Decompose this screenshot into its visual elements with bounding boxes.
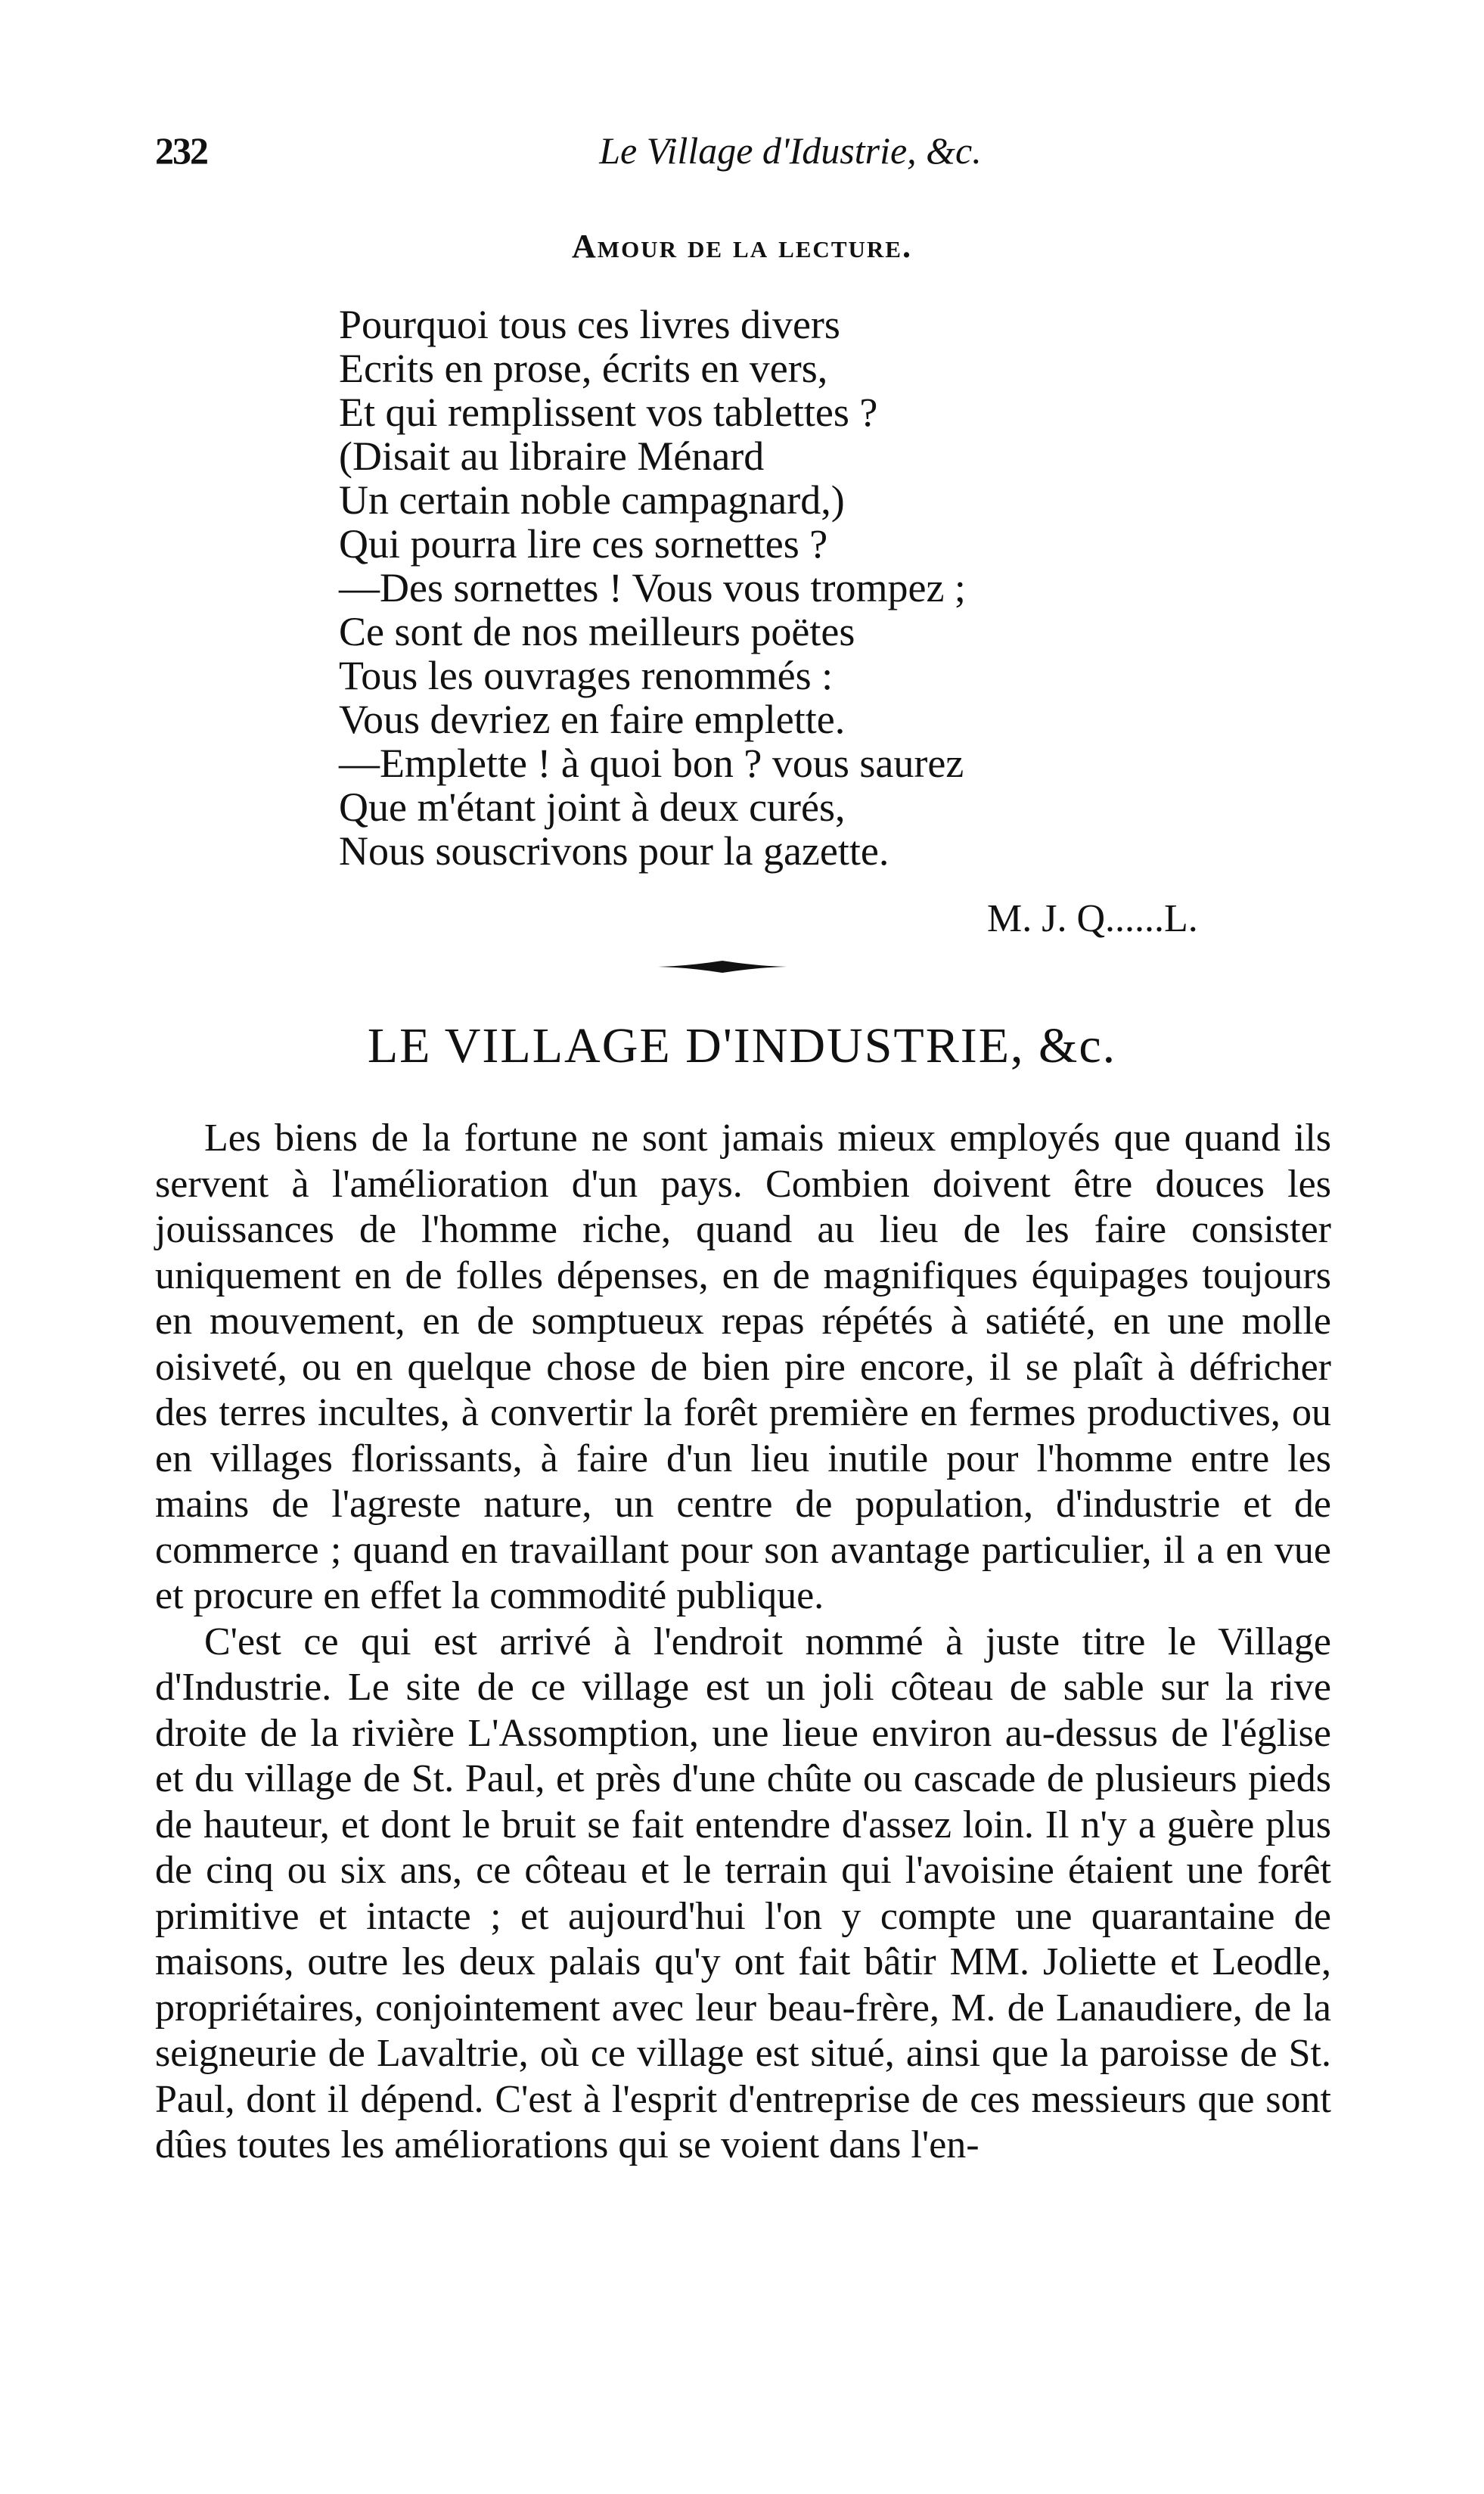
page-number: 232 [155, 129, 207, 172]
poem-line: —Des sornettes ! Vous vous trompez ; [339, 565, 966, 610]
page-header [155, 129, 1335, 182]
article-paragraph: C'est ce qui est arrivé à l'endroit nommé à juste titre le Village d'Industrie. Le site de ce village est un joli côteau de sable sur la rive droite de la rivière L'Assomption, une lieue environ au-dessus de l'église et du village de St. Paul, et près d'une chûte ou cascade de plusieurs pieds de hauteur, et dont le bruit se fait entendre d'assez loin. Il n'y a guère plus de cinq ou six ans, ce côteau et le terrain qui l'avoisine étaient une forêt primitive et intacte ; et aujourd'hui l'on y compte une quarantaine de maisons, outre les deux palais qu'y ont fait bâtir MM. Joliette et Leodle, propriétaires, conjointement avec leur beau-frère, M. de Lanaudiere, de la seigneurie de Lavaltrie, où ce village est situé, ainsi que la paroisse de St. Paul, dont il dépend. C'est à l'esprit d'entreprise de ces messieurs que sont dûes toutes les améliorations qui se voient dans l'en- [155, 1620, 1331, 2166]
poem-line: Ce sont de nos meilleurs poëtes [339, 609, 855, 654]
poem-line: Ecrits en prose, écrits en vers, [339, 346, 828, 391]
poem-signature: M. J. Q......L. [987, 897, 1198, 940]
poem-line: Un certain noble campagnard,) [339, 477, 845, 523]
poem-line: Tous les ouvrages renommés : [339, 653, 834, 698]
article-title: LE VILLAGE D'INDUSTRIE, &c. [367, 1018, 1117, 1073]
divider-ornament [658, 959, 787, 974]
poem-line: Vous devriez en faire emplette. [339, 697, 846, 742]
article-paragraph: Les biens de la fortune ne sont jamais mieux employés que quand ils servent à l'amélioration d'un pays. Combien doivent être douces les jouissances de l'homme riche, quand au lieu de les faire consister uniquement en de folles dépenses, en de magnifiques équipages toujours en mouvement, en de somptueux repas répétés à satiété, en une molle oisiveté, ou en quelque chose de bien pire encore, il se plaît à défricher des terres incultes, à convertir la forêt première en fermes productives, ou en villages florissants, à faire d'un lieu inutile pour l'homme entre les mains de l'agreste nature, un centre de population, d'industrie et de commerce ; quand en travaillant pour son avantage particulier, il a en vue et procure en effet la commodité publique. [155, 1117, 1331, 1617]
article-body [155, 1116, 1331, 2169]
poem-line: (Disait au libraire Ménard [339, 433, 765, 479]
poem-line: Pourquoi tous ces livres divers [339, 302, 840, 347]
poem-title: Amour de la lecture. [572, 228, 912, 265]
poem-line: —Emplette ! à quoi bon ? vous saurez [339, 741, 964, 786]
poem [339, 303, 1322, 873]
poem-line: Nous souscrivons pour la gazette. [339, 828, 889, 874]
running-title: Le Village d'Idustrie, &c. [599, 129, 982, 172]
poem-line: Qui pourra lire ces sornettes ? [339, 521, 828, 567]
poem-line: Que m'étant joint à deux curés, [339, 784, 846, 830]
poem-line: Et qui remplissent vos tablettes ? [339, 390, 878, 435]
